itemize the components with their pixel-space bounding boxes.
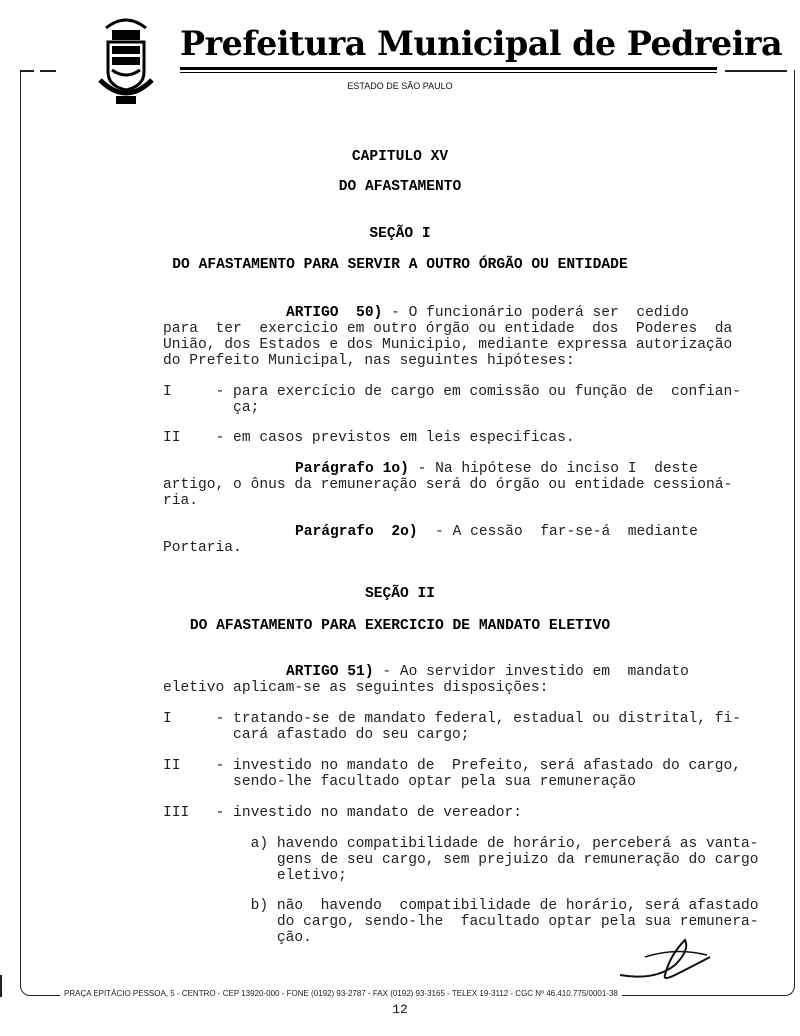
art50-line2: para ter exercicio em outro órgão ou entidade dos Poderes da	[163, 321, 733, 337]
art51-b-line1: b) não havendo compatibilidade de horário, será afastado	[163, 898, 759, 914]
par2-text: - A cessão far-se-á mediante	[417, 524, 698, 540]
art50-item1-cont: ça;	[163, 400, 260, 416]
header-title: Prefeitura Municipal de Pedreira	[180, 24, 783, 64]
par1-label: Parágrafo 1o)	[295, 461, 409, 477]
border-top-left-2	[40, 70, 56, 72]
art51-line2: eletivo aplicam-se as seguintes disposições:	[163, 680, 549, 696]
art50-line4: do Prefeito Municipal, nas seguintes hipóteses:	[163, 353, 575, 369]
art50-line1	[163, 305, 689, 321]
footer-address: PRAÇA EPITÁCIO PESSOA, 5 - CENTRO - CEP 13920-000 - FONE (0192) 93-2787 - FAX (0192) 93-3165 - TELEX 19-3112 - CGC Nº 46.410.775/0001-38	[60, 989, 622, 998]
section1-title: DO AFASTAMENTO PARA SERVIR A OUTRO ÓRGÃO OU ENTIDADE	[172, 257, 628, 273]
par2-line1	[163, 524, 698, 540]
art51-text: - Ao servidor investido em mandato	[373, 664, 689, 680]
coat-of-arms-logo	[98, 10, 154, 108]
art51-item1: I - tratando-se de mandato federal, estadual ou distrital, fi-	[163, 711, 742, 727]
par1-line2: artigo, o ônus da remuneração será do órgão ou entidade cessioná-	[163, 477, 733, 493]
art50-item1: I - para exercício de cargo em comissão ou função de confian-	[163, 384, 742, 400]
scan-edge-mark	[0, 975, 2, 997]
header-rule-thin	[180, 72, 717, 73]
art51-a-line1: a) havendo compatibilidade de horário, perceberá as vanta-	[163, 836, 759, 852]
art51-item2: II - investido no mandato de Prefeito, será afastado do cargo,	[163, 758, 742, 774]
art50-text: - O funcionário poderá ser cedido	[382, 305, 689, 321]
header-state: ESTADO DE SÃO PAULO	[347, 81, 453, 91]
signature	[615, 935, 715, 985]
art51-a-line2: gens de seu cargo, sem prejuizo da remuneração do cargo	[163, 852, 759, 868]
art51-line1	[163, 664, 689, 680]
art51-label: ARTIGO 51)	[286, 664, 374, 680]
border-top-right	[725, 70, 787, 72]
chapter-heading: CAPITULO XV	[351, 149, 449, 165]
par1-line1	[163, 461, 698, 477]
par1-text: - Na hipótese do inciso I deste	[408, 461, 698, 477]
header-rule	[180, 67, 717, 70]
par1-line3: ria.	[163, 493, 199, 509]
art51-b-line2: do cargo, sendo-lhe facultado optar pela sua remunera-	[163, 914, 759, 930]
section2-heading: SEÇÃO II	[364, 586, 436, 602]
art51-item3: III - investido no mandato de vereador:	[163, 805, 523, 821]
section2-title: DO AFASTAMENTO PARA EXERCICIO DE MANDATO ELETIVO	[189, 618, 611, 634]
art51-item2-cont: sendo-lhe facultado optar pela sua remuneração	[163, 774, 636, 790]
chapter-title: DO AFASTAMENTO	[338, 179, 462, 195]
section1-heading: SEÇÃO I	[369, 226, 431, 242]
page-number: 12	[392, 1002, 408, 1017]
par2-label: Parágrafo 2o)	[295, 524, 418, 540]
border-top-left	[20, 70, 34, 72]
art51-item1-cont: cará afastado do seu cargo;	[163, 727, 470, 743]
art51-a-line3: eletivo;	[163, 868, 347, 884]
art50-line3: União, dos Estados e dos Municipio, mediante expressa autorização	[163, 337, 733, 353]
par2-line2: Portaria.	[163, 540, 242, 556]
art50-item2: II - em casos previstos em leis especificas.	[163, 430, 575, 446]
art51-b-line3: ção.	[163, 930, 312, 946]
art50-label: ARTIGO 50)	[286, 305, 383, 321]
